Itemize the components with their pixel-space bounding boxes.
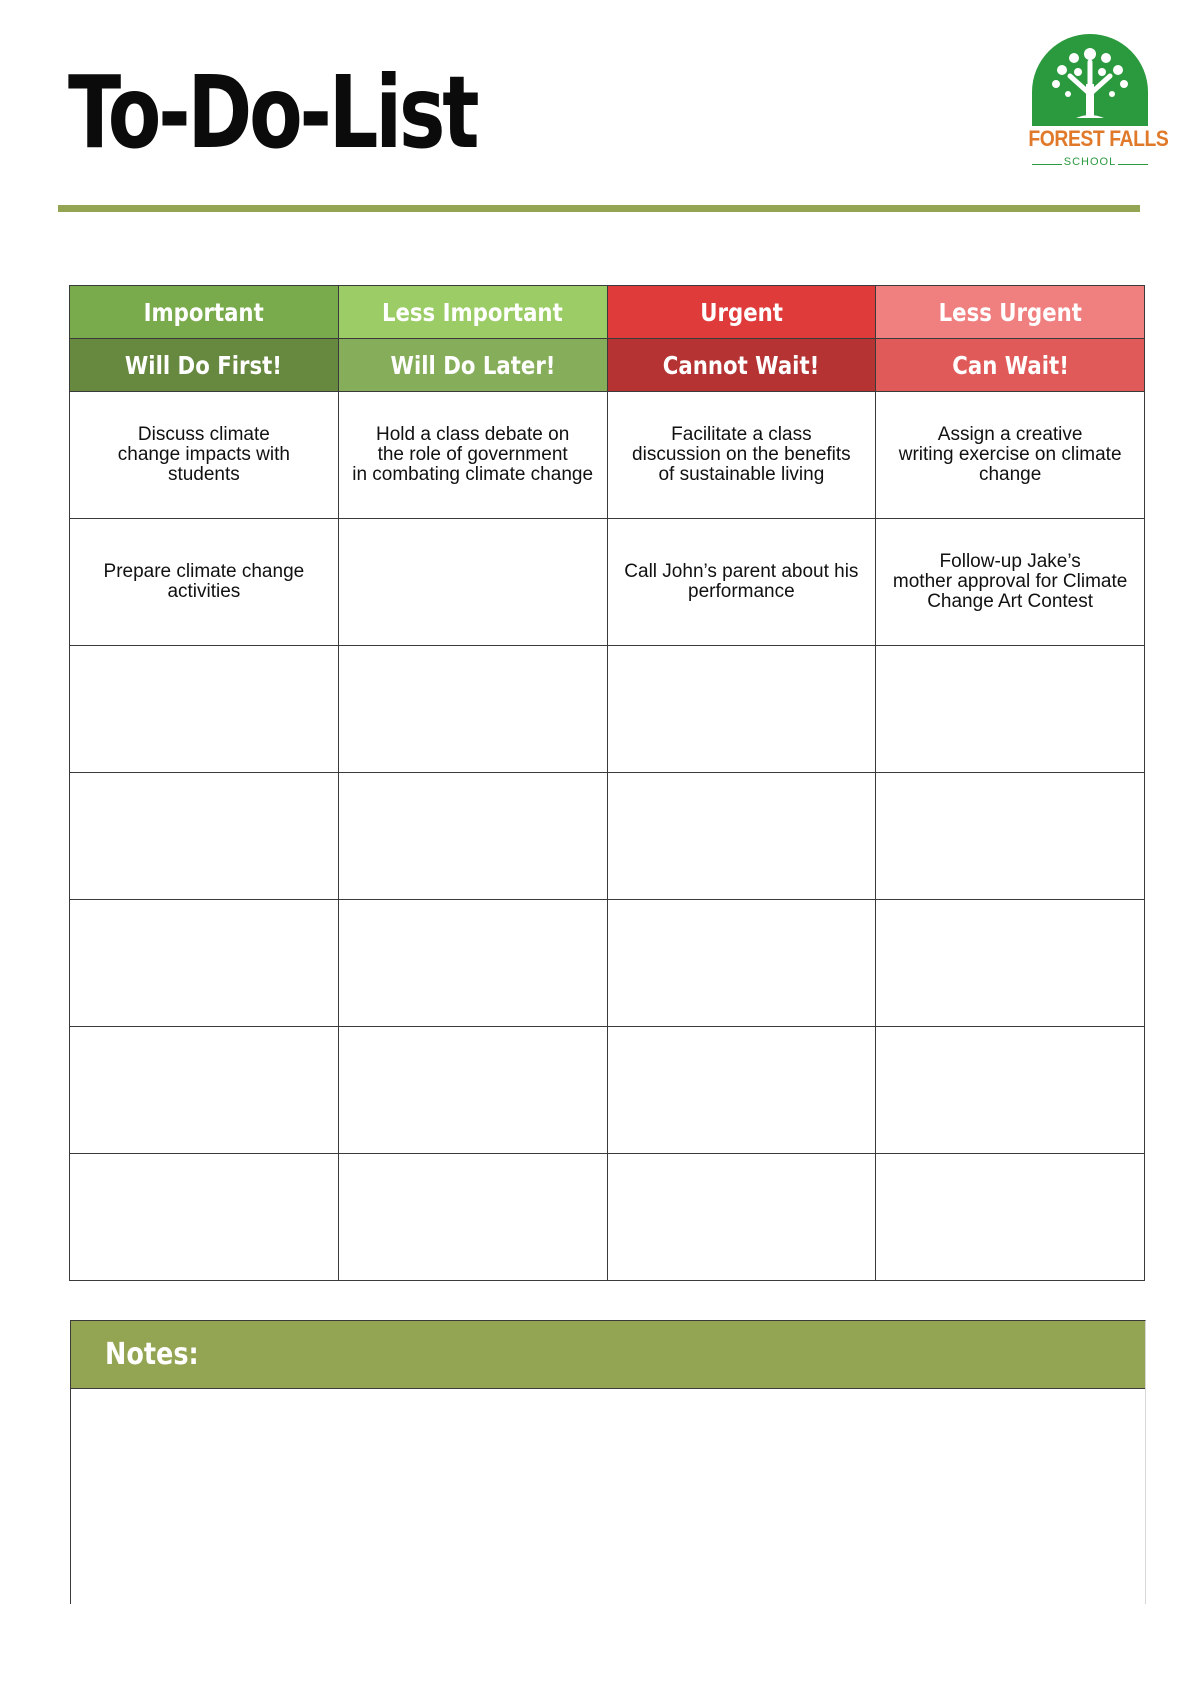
task-cell[interactable] [70,900,339,1027]
task-row [70,900,1145,1027]
page-title: To-Do-List [68,54,477,171]
task-row [70,646,1145,773]
notes-area[interactable] [71,1389,1145,1603]
task-cell[interactable]: Discuss climate change impacts with students [70,392,339,519]
task-cell[interactable] [607,646,876,773]
task-cell[interactable] [338,1154,607,1281]
task-cell[interactable]: Prepare climate change activities [70,519,339,646]
task-cell[interactable] [338,773,607,900]
task-row [70,519,1145,646]
task-cell[interactable] [607,773,876,900]
task-cell[interactable] [876,900,1145,1027]
task-cell[interactable] [70,773,339,900]
task-cell[interactable] [338,1027,607,1154]
task-cell[interactable] [338,900,607,1027]
notes-panel [70,1320,1146,1604]
task-cell[interactable] [607,1154,876,1281]
column-subheading-less-important: Will Do Later! [338,339,607,392]
column-heading-less-important: Less Important [338,286,607,339]
task-row [70,1027,1145,1154]
task-cell[interactable] [876,646,1145,773]
notes-label: Notes: [105,1337,199,1372]
task-row [70,1154,1145,1281]
school-logo [1020,34,1169,174]
notes-header [71,1321,1145,1389]
task-cell[interactable] [70,1027,339,1154]
column-heading-important: Important [70,286,339,339]
task-cell[interactable]: Hold a class debate on the role of government in combating climate change [338,392,607,519]
task-cell[interactable] [607,1027,876,1154]
task-cell[interactable] [876,1027,1145,1154]
logo-divider-right [1118,164,1148,165]
task-cell[interactable] [876,773,1145,900]
column-subheading-less-urgent: Can Wait! [876,339,1145,392]
task-cell[interactable]: Facilitate a class discussion on the benefits of sustainable living [607,392,876,519]
logo-subtitle: SCHOOL [1063,156,1117,168]
heading-row [70,286,1145,339]
task-cell[interactable] [876,1154,1145,1281]
column-heading-less-urgent: Less Urgent [876,286,1145,339]
subheading-row [70,339,1145,392]
title-divider [58,205,1140,212]
task-cell[interactable]: Assign a creative writing exercise on climate change [876,392,1145,519]
tree-icon [1020,34,1160,134]
task-cell[interactable] [338,646,607,773]
task-row [70,773,1145,900]
task-row [70,392,1145,519]
task-cell[interactable]: Call John’s parent about his performance [607,519,876,646]
task-cell[interactable]: Follow-up Jake’s mother approval for Climate Change Art Contest [876,519,1145,646]
logo-school-name: FOREST FALLS [1028,126,1169,151]
column-subheading-important: Will Do First! [70,339,339,392]
task-cell[interactable] [70,646,339,773]
column-heading-urgent: Urgent [607,286,876,339]
column-subheading-urgent: Cannot Wait! [607,339,876,392]
task-cell[interactable] [338,519,607,646]
task-cell[interactable] [70,1154,339,1281]
task-cell[interactable] [607,900,876,1027]
todo-matrix [69,285,1145,1281]
